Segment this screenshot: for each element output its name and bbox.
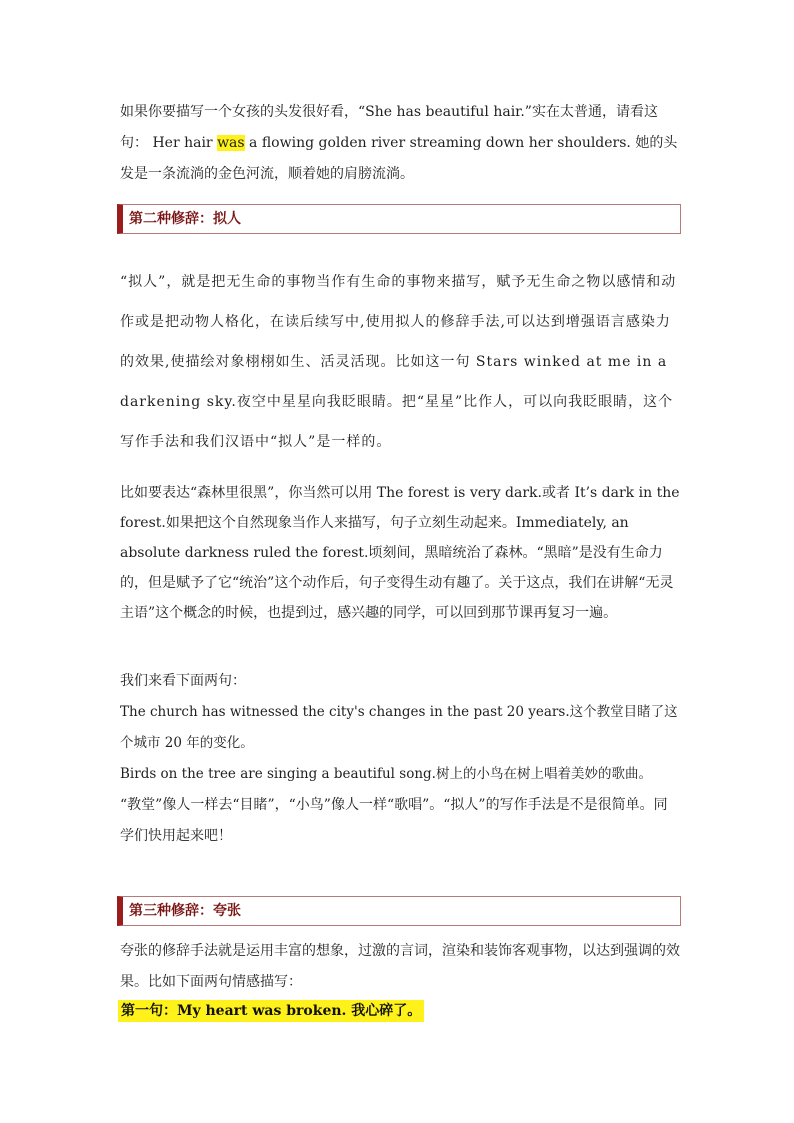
paragraph-hair-text-b: a flowing golden river streaming down her shoulders. 她的头发是一条流淌的金色河流，顺着她的肩膀流淌。: [120, 135, 678, 182]
highlighted-word: was: [217, 135, 245, 151]
examples-intro: 我们来看下面两句：: [120, 673, 246, 689]
paragraph-personification-intro: “拟人”，就是把无生命的事物当作有生命的事物来描写，赋予无生命之物以感情和动作或是把动物人格化，在读后续写中,使用拟人的修辞手法,可以达到增强语言感染力的效果,使描绘对象栩栩如生、活灵活现。比如这一句 Stars winked at me in a darkening sky.夜空中星星向我眨眼睛。把“星星”比作人，可以向我眨眼睛，这个写作手法和我们汉语中“拟人”是一样的。: [120, 274, 677, 450]
example-birds: Birds on the tree are singing a beautiful song.树上的小鸟在树上唱着美妙的歌曲。: [120, 766, 652, 782]
personification-summary: “教堂”像人一样去“目睹”，“小鸟”像人一样“歌唱”。“拟人”的写作手法是不是很简单。同学们快用起来吧！: [120, 797, 668, 844]
example-church: The church has witnessed the city's changes in the past 20 years.这个教堂目睹了这个城市 20 年的变化。: [120, 704, 678, 751]
paragraph-hyperbole-intro: 夸张的修辞手法就是运用丰富的想象，过激的言词，渲染和装饰客观事物，以达到强调的效果。比如下面两句情感描写：: [120, 943, 680, 990]
example-sentence-one: 第一句：My heart was broken. 我心碎了。: [118, 1000, 424, 1022]
section-heading-personification: 第二种修辞：拟人: [117, 204, 681, 234]
section-heading-hyperbole: 第三种修辞：夸张: [117, 896, 681, 926]
paragraph-hair: [120, 97, 680, 190]
paragraph-forest-example: 比如要表达“森林里很黑”，你当然可以用 The forest is very dark.或者 It’s dark in the forest.如果把这个自然现象当作人来描写，句子立刻生动起来。Immediately, an absolute darkness ruled the forest.顷刻间，黑暗统治了森林。“黑暗”是没有生命力的，但是赋予了它“统治”这个动作后，句子变得生动有趣了。关于这点，我们在讲解“无灵主语”这个概念的时候，也提到过，感兴趣的同学，可以回到那节课再复习一遍。: [120, 485, 680, 621]
paragraph-hair-text-a: 如果你要描写一个女孩的头发很好看，“She has beautiful hair.”实在太普通，请看这句： Her hair: [120, 104, 658, 151]
